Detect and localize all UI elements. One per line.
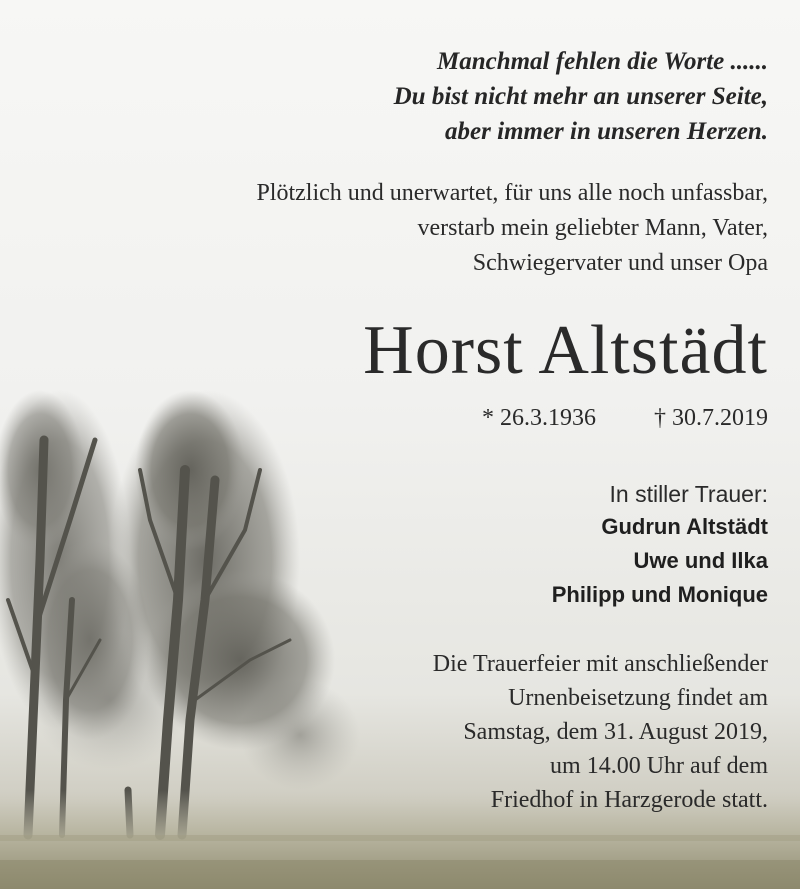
service-line: Die Trauerfeier mit anschließender [432, 651, 768, 677]
mourner-name: Uwe und Ilka [633, 548, 768, 573]
service-details [433, 647, 768, 817]
intro-line: verstarb mein geliebter Mann, Vater, [417, 215, 768, 241]
death-date: † 30.7.2019 [654, 405, 768, 431]
intro-line: Plötzlich und unerwartet, für uns alle noch unfassbar, [256, 180, 768, 206]
service-line: Samstag, dem 31. August 2019, [463, 719, 768, 745]
mourner-name: Philipp und Monique [551, 582, 768, 607]
mourner-name: Gudrun Altstädt [601, 514, 768, 539]
deceased-name: Horst Altstädt [363, 312, 768, 389]
quote-line: aber immer in unseren Herzen. [445, 118, 768, 145]
quote-line: Du bist nicht mehr an unserer Seite, [393, 83, 768, 110]
intro-text [256, 176, 768, 281]
quote-line: Manchmal fehlen die Worte ...... [436, 48, 768, 75]
service-line: Urnenbeisetzung findet am [508, 685, 768, 711]
opening-quote [394, 44, 768, 149]
birth-date: * 26.3.1936 [482, 405, 596, 431]
service-line: um 14.00 Uhr auf dem [550, 753, 768, 779]
mourners-label: In stiller Trauer: [609, 481, 768, 507]
intro-line: Schwiegervater und unser Opa [472, 250, 768, 276]
service-line: Friedhof in Harzgerode statt. [490, 787, 768, 813]
mourners-list [552, 510, 768, 612]
life-dates [482, 403, 768, 433]
